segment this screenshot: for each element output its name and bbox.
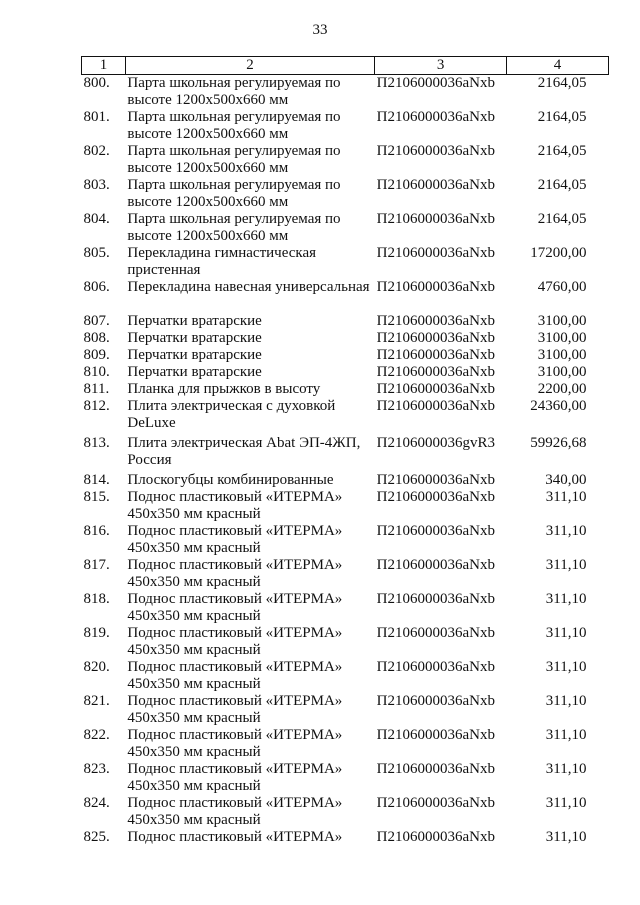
table-row [82,313,609,330]
table-row [82,625,609,659]
row-number: 821. [83,693,110,709]
table-row [82,829,609,846]
item-name: Планка для прыжков в высоту [127,381,321,397]
item-price: 24360,00 [530,398,587,414]
item-price: 17200,00 [530,245,587,261]
item-price: 311,10 [545,625,587,641]
item-price: 311,10 [545,761,587,777]
item-name: Поднос пластиковый «ИТЕРМА» 450х350 мм красный [127,761,343,794]
row-number: 812. [83,398,110,414]
item-name: Парта школьная регулируемая по высоте 1200х500х660 мм [127,109,341,142]
item-code: П2106000036aNxb [376,472,495,488]
item-price: 4760,00 [537,279,587,295]
table-row [82,435,609,472]
table-row [82,557,609,591]
item-name: Поднос пластиковый «ИТЕРМА» 450х350 мм красный [127,523,343,556]
item-price: 2200,00 [537,381,587,397]
table-row [82,177,609,211]
item-name: Поднос пластиковый «ИТЕРМА» 450х350 мм красный [127,693,343,726]
item-price: 311,10 [545,591,587,607]
row-number: 823. [83,761,110,777]
item-name: Поднос пластиковый «ИТЕРМА» 450х350 мм красный [127,659,343,692]
item-code: П2106000036aNxb [376,489,495,505]
header-col-4: 4 [507,57,609,75]
item-name: Парта школьная регулируемая по высоте 1200х500х660 мм [127,143,341,176]
table-row [82,109,609,143]
row-number: 825. [83,829,110,845]
item-code: П2106000036aNxb [376,727,495,743]
item-price: 311,10 [545,557,587,573]
row-number: 820. [83,659,110,675]
row-number: 802. [83,143,110,159]
row-number: 807. [83,313,110,329]
table-row [82,523,609,557]
item-price: 3100,00 [537,313,587,329]
item-name: Парта школьная регулируемая по высоте 1200х500х660 мм [127,75,341,108]
item-code: П2106000036aNxb [376,245,495,261]
table-row [82,211,609,245]
item-name: Парта школьная регулируемая по высоте 1200х500х660 мм [127,211,341,244]
item-code: П2106000036gvR3 [376,435,496,451]
item-price: 311,10 [545,489,587,505]
item-code: П2106000036aNxb [376,143,495,159]
row-number: 818. [83,591,110,607]
item-name: Плита электрическая Abat ЭП-4ЖП, Россия [127,435,361,468]
item-name: Поднос пластиковый «ИТЕРМА» [127,829,343,845]
header-col-2: 2 [125,57,374,75]
item-code: П2106000036aNxb [376,347,495,363]
table-row [82,364,609,381]
item-price: 2164,05 [537,177,587,193]
item-price: 311,10 [545,693,587,709]
item-name: Поднос пластиковый «ИТЕРМА» 450х350 мм красный [127,557,343,590]
row-number: 815. [83,489,110,505]
item-code: П2106000036aNxb [376,313,495,329]
item-code: П2106000036aNxb [376,693,495,709]
row-number: 813. [83,435,110,451]
item-price: 2164,05 [537,109,587,125]
item-code: П2106000036aNxb [376,761,495,777]
item-name: Плоскогубцы комбинированные [127,472,334,488]
item-price: 340,00 [545,472,587,488]
table-row [82,472,609,489]
header-row [82,57,609,75]
item-name: Перчатки вратарские [127,313,262,329]
item-price: 2164,05 [537,75,587,91]
item-name: Поднос пластиковый «ИТЕРМА» 450х350 мм красный [127,489,343,522]
table-header [82,57,609,75]
table-row [82,761,609,795]
item-code: П2106000036aNxb [376,659,495,675]
item-name: Перчатки вратарские [127,347,262,363]
item-price: 3100,00 [537,330,587,346]
item-price: 3100,00 [537,347,587,363]
item-name: Поднос пластиковый «ИТЕРМА» 450х350 мм красный [127,625,343,658]
item-code: П2106000036aNxb [376,557,495,573]
table-row [82,245,609,279]
header-col-1: 1 [82,57,126,75]
row-number: 822. [83,727,110,743]
items-table [81,56,609,846]
item-price: 3100,00 [537,364,587,380]
item-code: П2106000036aNxb [376,177,495,193]
item-code: П2106000036aNxb [376,109,495,125]
item-name: Парта школьная регулируемая по высоте 1200х500х660 мм [127,177,341,210]
table-row [82,659,609,693]
row-number: 803. [83,177,110,193]
item-name: Поднос пластиковый «ИТЕРМА» 450х350 мм красный [127,795,343,828]
item-code: П2106000036aNxb [376,75,495,91]
row-number: 810. [83,364,110,380]
item-price: 311,10 [545,829,587,845]
row-number: 811. [83,381,110,397]
table-row [82,330,609,347]
table-row [82,693,609,727]
page-number: 33 [312,22,328,38]
item-name: Перекладина гимнастическая пристенная [127,245,317,278]
row-number: 809. [83,347,110,363]
item-name: Перчатки вратарские [127,330,262,346]
item-code: П2106000036aNxb [376,330,495,346]
item-name: Поднос пластиковый «ИТЕРМА» 450х350 мм красный [127,727,343,760]
row-number: 805. [83,245,110,261]
row-number: 800. [83,75,110,91]
row-number: 801. [83,109,110,125]
table-body [82,75,609,847]
item-name: Поднос пластиковый «ИТЕРМА» 450х350 мм красный [127,591,343,624]
item-price: 2164,05 [537,211,587,227]
item-code: П2106000036aNxb [376,591,495,607]
item-price: 311,10 [545,795,587,811]
table-row [82,489,609,523]
table-row [82,347,609,364]
row-number: 819. [83,625,110,641]
row-number: 817. [83,557,110,573]
table-row [82,381,609,398]
table-row [82,75,609,110]
item-price: 59926,68 [530,435,587,451]
item-name: Перекладина навесная универсальная [127,279,370,295]
item-price: 311,10 [545,523,587,539]
table-row [82,727,609,761]
item-name: Плита электрическая с духовкой DeLuxe [127,398,336,431]
header-col-3: 3 [375,57,507,75]
row-number: 814. [83,472,110,488]
item-code: П2106000036aNxb [376,523,495,539]
item-code: П2106000036aNxb [376,381,495,397]
table-row [82,795,609,829]
row-number: 804. [83,211,110,227]
item-code: П2106000036aNxb [376,364,495,380]
row-number: 806. [83,279,110,295]
row-number: 816. [83,523,110,539]
table-row [82,398,609,435]
item-code: П2106000036aNxb [376,211,495,227]
table-row [82,279,609,313]
item-name: Перчатки вратарские [127,364,262,380]
item-price: 2164,05 [537,143,587,159]
item-code: П2106000036aNxb [376,398,495,414]
item-code: П2106000036aNxb [376,829,495,845]
item-code: П2106000036aNxb [376,279,495,295]
table-row [82,143,609,177]
item-price: 311,10 [545,727,587,743]
row-number: 808. [83,330,110,346]
item-code: П2106000036aNxb [376,795,495,811]
row-number: 824. [83,795,110,811]
item-price: 311,10 [545,659,587,675]
item-code: П2106000036aNxb [376,625,495,641]
table-row [82,591,609,625]
